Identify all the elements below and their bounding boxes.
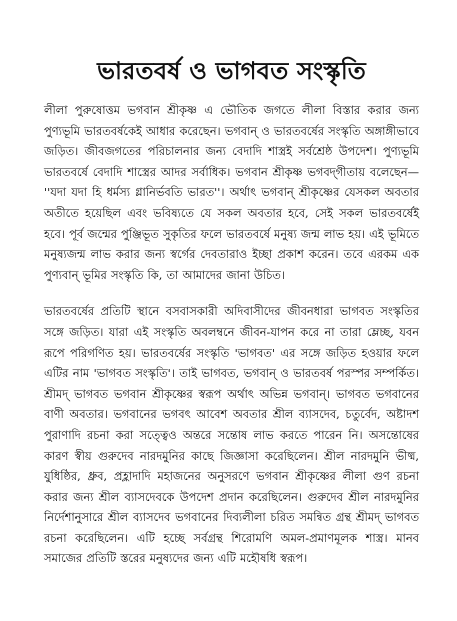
paragraph-2: ভারতবর্ষের প্রতিটি স্থানে বসবাসকারী অদিবাসীদের জীবনধারা ভাগবত সংস্কৃতির সঙ্গে জড়িত। যারা এই সংস্কৃতি অবলম্বনে জীবন-যাপন করে না তারা ম্লেচ্ছ, যবন রূপে পরিগণিত হয়। ভারতবর্ষের সংস্কৃতি 'ভাগবত' এর সঙ্গে জড়িত হওয়ার ফলে এটির নাম 'ভাগবত সংস্কৃতি'। তাই ভাগবত, ভগবান্ ও ভারতবর্ষ পরস্পর সম্পর্কিত। শ্রীমদ্ ভাগবত ভগবান শ্রীকৃষ্ণের স্বরূপ অর্থাৎ অভিন্ন ভগবান্। ভাগবত ভগবানের বাণী অবতার। ভগবানের ভগবৎ আবেশ অবতার শ্রীল ব্যাসদেব, চতুর্বেদ, অষ্টাদশ পুরাণাদি রচনা করা সত্ত্বেও অন্তরে সন্তোষ লাভ করতে পারেন নি। অসন্তোষের কারণ স্বীয় গুরুদেব নারদমুনির কাছে জিজ্ঞাসা করেছিলেন। শ্রীল নারদমুনি ভীষ্ম, যুধিষ্ঠির, ধ্রুব, প্রহ্লাদাদি মহাজনের অনুসরণে ভগবান শ্রীকৃষ্ণের লীলা গুণ রচনা করার জন্য শ্রীল ব্যাসদেবকে উপদেশ প্রদান করেছিলেন। গুরুদেব শ্রীল নারদমুনির নির্দেশানুসারে শ্রীল ব্যাসদেব ভগবানের দিব্যলীলা চরিত সমন্বিত গ্রন্থ শ্রীমদ্ ভাগবত রচনা করেছিলেন। এটি হচ্ছে সর্বগ্রন্থ শিরোমণি অমল-প্রমাণমূলক শাস্ত্র। মানব সমাজের প্রতিটি স্তরের মনুষ্যদের জন্য এটি মহৌষধি স্বরূপ।: [44, 304, 419, 566]
paragraph-1: লীলা পুরুষোত্তম ভগবান শ্রীকৃষ্ণ এ ভৌতিক জগতে লীলা বিস্তার করার জন্য পুণ্যভূমি ভারতবর্ষকেই আধার করেছেন। ভগবান্ ও ভারতবর্ষের সংস্কৃতি অঙ্গাঙ্গীভাবে জড়িত। জীবজগতের পরিচালনার জন্য বেদাদি শাস্ত্রই সর্বশ্রেষ্ঠ উপদেশ। পুণ্যভূমি ভারতবর্ষে বেদাদি শাস্ত্রের আদর সর্বাধিক। ভগবান শ্রীকৃষ্ণ ভগবদ্‌গীতায় বলেছেন— ''যদা যদা হি ধর্মস্য গ্লানির্ভবতি ভারত''। অর্থাৎ ভগবান্ শ্রীকৃষ্ণের যেসকল অবতার অতীতে হয়েছিল এবং ভবিষ্যতে যে সকল অবতার হবে, সেই সকল ভারতবর্ষেই হবে। পূর্ব জন্মের পুঞ্জিভূত সুকৃতির ফলে ভারতবর্ষে মনুষ্য জন্ম লাভ হয়। এই ভূমিতে মনুষ্যজন্ম লাভ করার জন্য স্বর্গের দেবতারাও ইচ্ছা প্রকাশ করেন। তবে এরকম এক পুণ্যবান্ ভূমির সংস্কৃতি কি, তা আমাদের জানা উচিত।: [44, 103, 420, 282]
page-title: ভারতবর্ষ ও ভাগবত সংস্কৃতি: [97, 56, 366, 85]
